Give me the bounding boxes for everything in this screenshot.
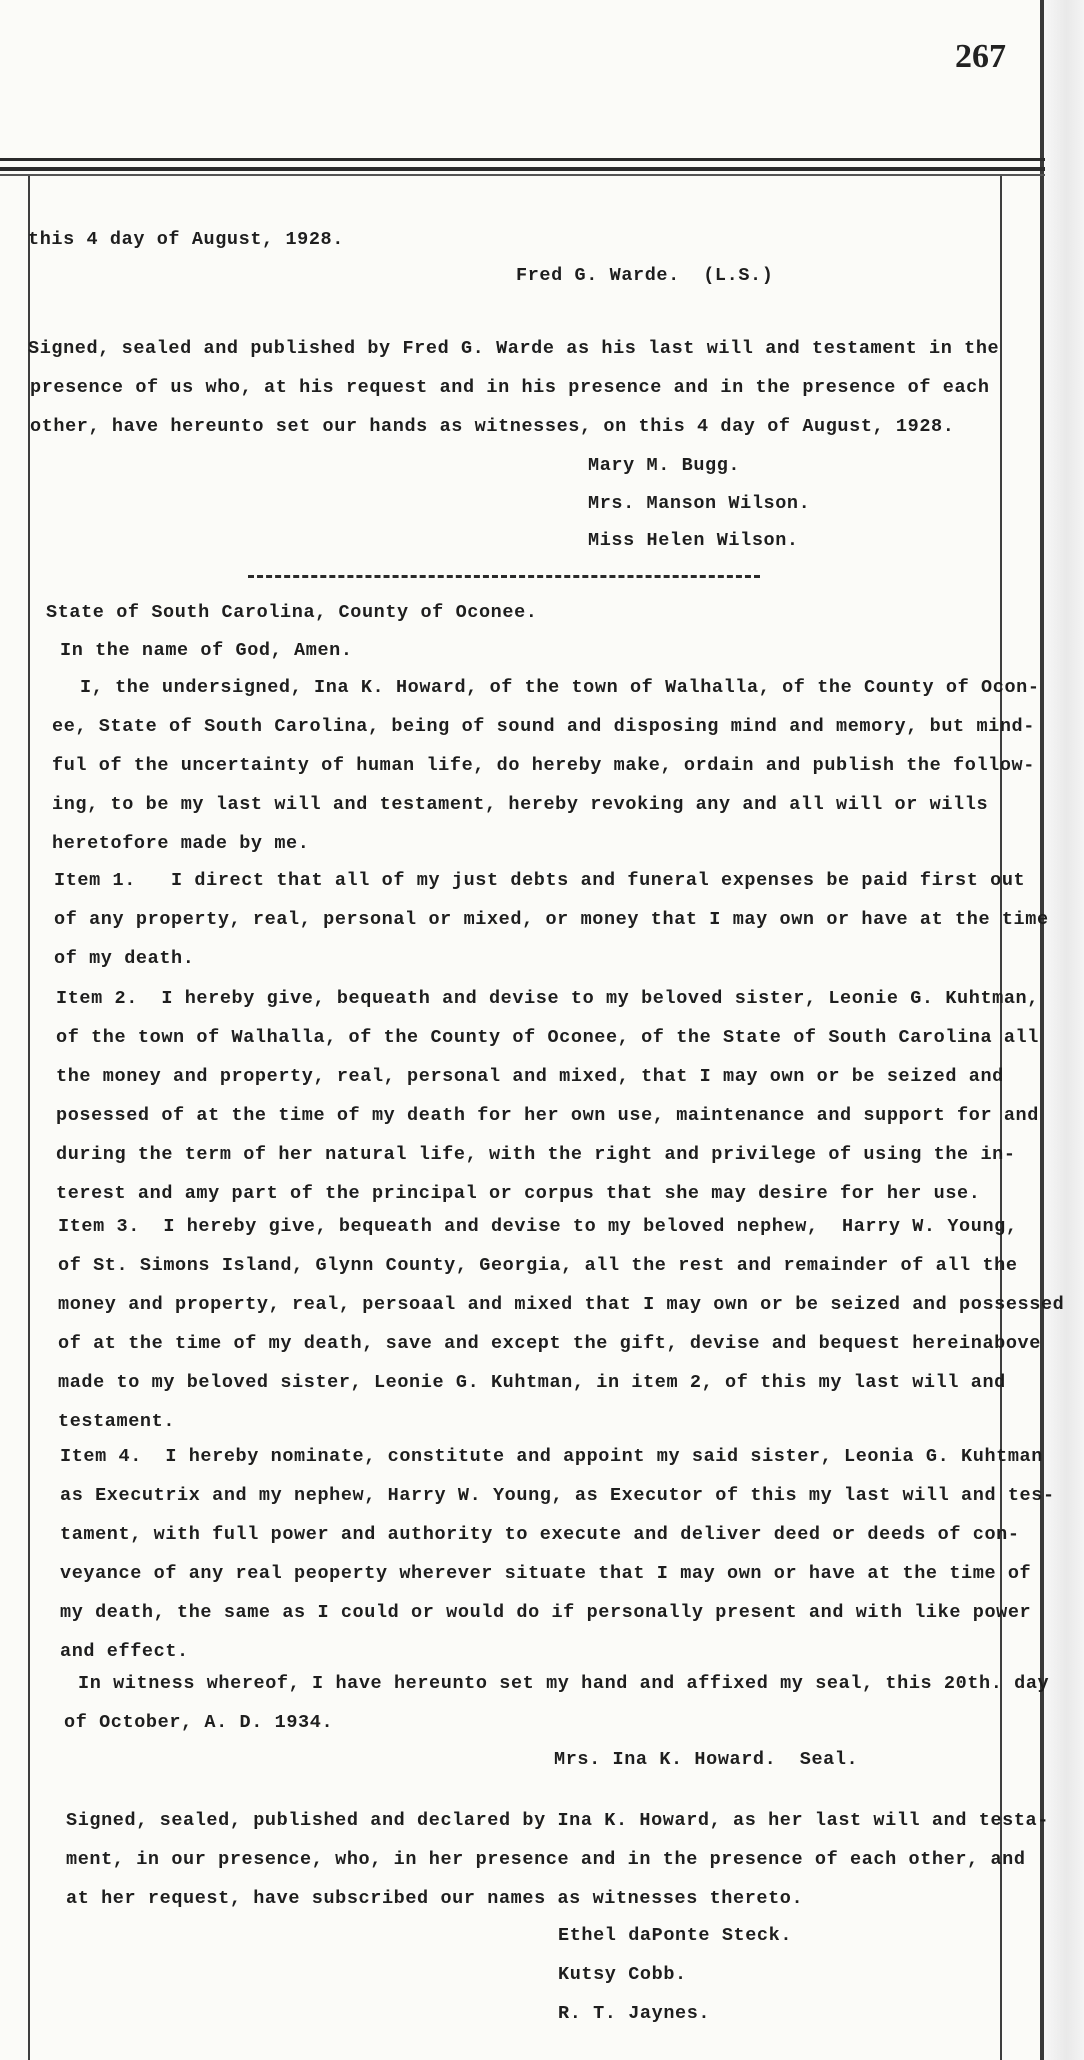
text-line: ment, in our presence, who, in her presence and in the presence of each other, and (66, 1849, 1026, 1870)
left-margin-line (28, 176, 30, 2060)
signature-line: Fred G. Warde. (L.S.) (516, 265, 774, 286)
witness-name: Mrs. Manson Wilson. (588, 493, 811, 514)
text-line: the money and property, real, personal and mixed, that I may own or be seized and (56, 1066, 1004, 1087)
text-line: other, have hereunto set our hands as witnesses, on this 4 day of August, 1928. (30, 416, 955, 437)
witness-name: Kutsy Cobb. (558, 1964, 687, 1985)
text-line: tament, with full power and authority to execute and deliver deed or deeds of con- (60, 1524, 1020, 1545)
text-line: I, the undersigned, Ina K. Howard, of the town of Walhalla, of the County of Ocon- (80, 677, 1040, 698)
header-rule (0, 158, 1045, 161)
section-divider (248, 575, 760, 578)
text-line: In the name of God, Amen. (60, 640, 353, 661)
witness-name: Miss Helen Wilson. (588, 530, 799, 551)
text-line: Signed, sealed and published by Fred G. Warde as his last will and testament in the (28, 338, 1000, 359)
page-edge-line (1040, 0, 1044, 2060)
text-line: heretofore made by me. (52, 833, 310, 854)
text-line: this 4 day of August, 1928. (28, 229, 344, 250)
text-line: and effect. (60, 1641, 189, 1662)
page-number: 267 (955, 38, 1006, 75)
text-line: of St. Simons Island, Glynn County, Georgia, all the rest and remainder of all the (58, 1255, 1018, 1276)
text-line: Signed, sealed, published and declared by Ina K. Howard, as her last will and testa- (66, 1810, 1049, 1831)
text-line: Item 4. I hereby nominate, constitute and appoint my said sister, Leonia G. Kuhtman (60, 1446, 1043, 1467)
text-line: of the town of Walhalla, of the County of Oconee, of the State of South Carolina all (56, 1027, 1039, 1048)
header-rule (0, 167, 1045, 171)
text-line: terest and amy part of the principal or corpus that she may desire for her use. (56, 1183, 981, 1204)
text-line: Item 3. I hereby give, bequeath and devise to my beloved nephew, Harry W. Young, (58, 1216, 1018, 1237)
page-edge-shadow (1040, 0, 1084, 2060)
text-line: money and property, real, persoaal and mixed that I may own or be seized and possessed (58, 1294, 1065, 1315)
text-line: of my death. (54, 948, 195, 969)
witness-name: Ethel daPonte Steck. (558, 1925, 793, 1946)
signature-line: Mrs. Ina K. Howard. Seal. (554, 1749, 859, 1770)
text-line: testament. (58, 1411, 176, 1432)
text-line: State of South Carolina, County of Oconee. (46, 602, 538, 623)
text-line: ful of the uncertainty of human life, do hereby make, ordain and publish the follow- (52, 755, 1035, 776)
text-line: my death, the same as I could or would do if personally present and with like power (60, 1602, 1032, 1623)
text-line: ee, State of South Carolina, being of sound and disposing mind and memory, but mind- (52, 716, 1035, 737)
text-line: presence of us who, at his request and in his presence and in the presence of each (30, 377, 990, 398)
text-line: of October, A. D. 1934. (64, 1712, 334, 1733)
text-line: of at the time of my death, save and except the gift, devise and bequest hereinabove (58, 1333, 1041, 1354)
witness-name: Mary M. Bugg. (588, 455, 741, 476)
header-rule (0, 174, 1045, 176)
text-line: Item 1. I direct that all of my just debts and funeral expenses be paid first out (54, 870, 1026, 891)
text-line: posessed of at the time of my death for her own use, maintenance and support for and (56, 1105, 1039, 1126)
text-line: of any property, real, personal or mixed, or money that I may own or have at the time (54, 909, 1049, 930)
witness-name: R. T. Jaynes. (558, 2003, 711, 2024)
text-line: made to my beloved sister, Leonie G. Kuhtman, in item 2, of this my last will and (58, 1372, 1006, 1393)
text-line: veyance of any real peoperty wherever situate that I may own or have at the time of (60, 1563, 1032, 1584)
text-line: as Executrix and my nephew, Harry W. Young, as Executor of this my last will and tes- (60, 1485, 1055, 1506)
text-line: ing, to be my last will and testament, hereby revoking any and all will or wills (52, 794, 989, 815)
text-line: at her request, have subscribed our names as witnesses thereto. (66, 1888, 804, 1909)
text-line: Item 2. I hereby give, bequeath and devise to my beloved sister, Leonie G. Kuhtman, (56, 988, 1039, 1009)
text-line: during the term of her natural life, with the right and privilege of using the in- (56, 1144, 1016, 1165)
text-line: In witness whereof, I have hereunto set my hand and affixed my seal, this 20th. day (78, 1673, 1050, 1694)
